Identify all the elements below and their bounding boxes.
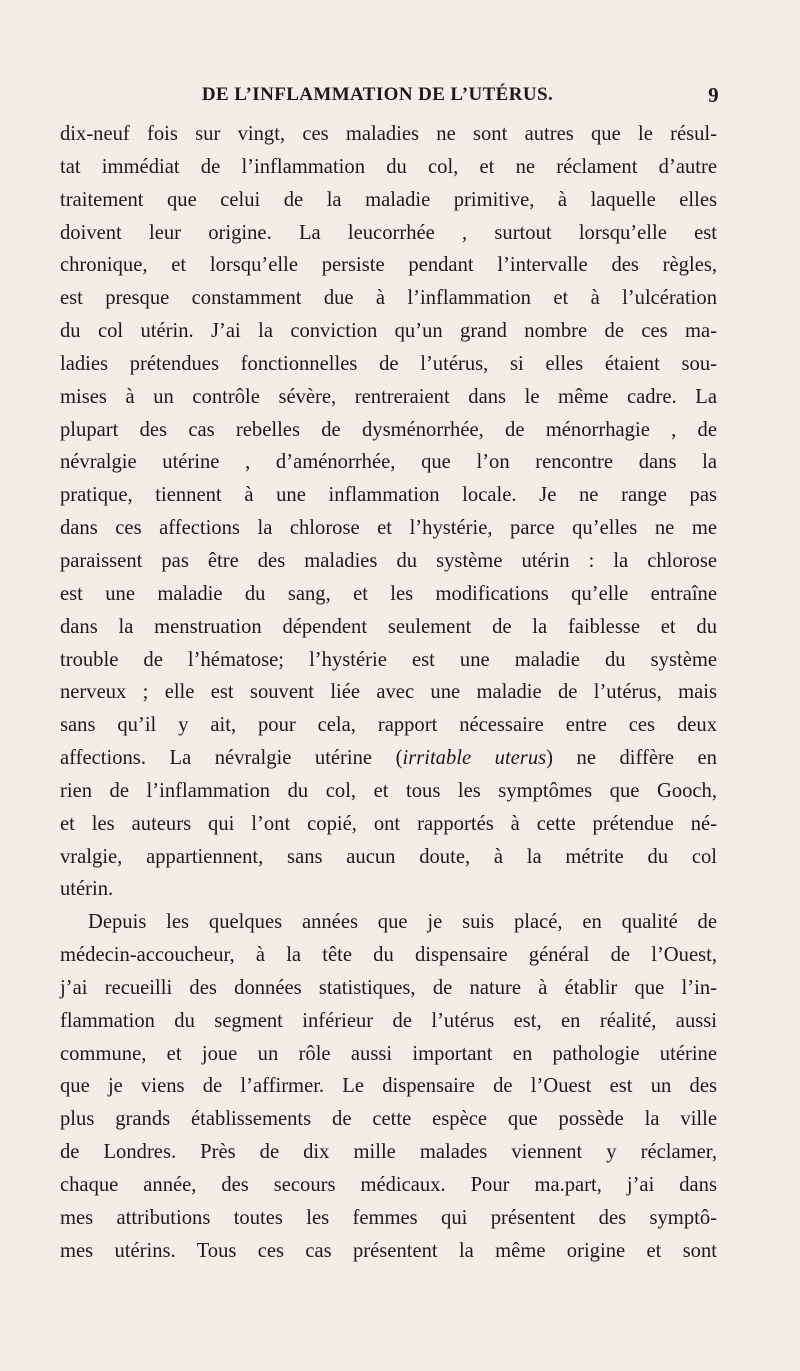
text-line: rien de l’inflammation du col, et tous les symptômes que Gooch, <box>60 779 717 802</box>
text-line: plus grands établissements de cette espèce que possède la ville <box>60 1108 717 1131</box>
text-line: que je viens de l’affirmer. Le dispensaire de l’Ouest est un des <box>60 1075 717 1098</box>
text-segment: affections. La névralgie utérine ( <box>60 747 403 770</box>
text-line: mes attributions toutes les femmes qui présentent des symptô- <box>60 1206 717 1229</box>
text-line: j’ai recueilli des données statistiques, de nature à établir que l’in- <box>60 976 717 999</box>
text-line-with-italic <box>60 742 717 775</box>
text-line: chronique, et lorsqu’elle persiste pendant l’intervalle des règles, <box>60 254 717 277</box>
text-line: pratique, tiennent à une inflammation locale. Je ne range pas <box>60 484 717 507</box>
page-number: 9 <box>708 83 719 107</box>
text-line: plupart des cas rebelles de dysménorrhée, de ménorrhagie , de <box>60 418 717 441</box>
text-line: mises à un contrôle sévère, rentreraient dans le même cadre. La <box>60 385 717 408</box>
italic-term: irritable uterus <box>402 747 547 770</box>
text-line: tat immédiat de l’inflammation du col, et ne réclament d’autre <box>60 155 717 178</box>
paragraph-end-line: utérin. <box>60 878 114 901</box>
body-text <box>60 118 717 1268</box>
text-line: névralgie utérine , d’aménorrhée, que l’on rencontre dans la <box>60 451 717 474</box>
paragraph-start-line: Depuis les quelques années que je suis placé, en qualité de <box>88 911 717 934</box>
text-line: traitement que celui de la maladie primitive, à laquelle elles <box>60 188 717 211</box>
text-line: doivent leur origine. La leucorrhée , surtout lorsqu’elle est <box>60 221 717 244</box>
text-line: commune, et joue un rôle aussi important en pathologie utérine <box>60 1042 717 1065</box>
running-head <box>60 84 717 116</box>
text-line: sans qu’il y ait, pour cela, rapport nécessaire entre ces deux <box>60 714 717 737</box>
text-segment: ) ne diffère en <box>546 747 717 770</box>
text-line: chaque année, des secours médicaux. Pour ma.part, j’ai dans <box>60 1174 717 1196</box>
text-line: médecin-accoucheur, à la tête du dispensaire général de l’Ouest, <box>60 944 717 967</box>
text-line: vralgie, appartiennent, sans aucun doute, à la métrite du col <box>60 845 717 868</box>
running-head-title: DE L’INFLAMMATION DE L’UTÉRUS. <box>201 84 554 105</box>
text-line: ladies prétendues fonctionnelles de l’utérus, si elles étaient sou- <box>60 352 717 375</box>
text-line: est une maladie du sang, et les modifications qu’elle entraîne <box>60 582 717 605</box>
text-line: dans ces affections la chlorose et l’hystérie, parce qu’elles ne me <box>60 517 717 540</box>
text-line: trouble de l’hématose; l’hystérie est une maladie du système <box>60 648 717 671</box>
text-line: du col utérin. J’ai la conviction qu’un grand nombre de ces ma- <box>60 320 717 343</box>
text-line: dans la menstruation dépendent seulement de la faiblesse et du <box>60 615 717 638</box>
text-line: est presque constamment due à l’inflammation et à l’ulcération <box>60 287 717 310</box>
text-line: dix-neuf fois sur vingt, ces maladies ne sont autres que le résul- <box>60 123 717 145</box>
text-line: de Londres. Près de dix mille malades viennent y réclamer, <box>60 1141 717 1164</box>
text-line: paraissent pas être des maladies du système utérin : la chlorose <box>60 549 717 572</box>
text-line: mes utérins. Tous ces cas présentent la même origine et sont <box>60 1239 717 1262</box>
text-line: et les auteurs qui l’ont copié, ont rapportés à cette prétendue né- <box>60 812 717 835</box>
text-line: nerveux ; elle est souvent liée avec une maladie de l’utérus, mais <box>60 681 717 704</box>
text-line: flammation du segment inférieur de l’utérus est, en réalité, aussi <box>60 1009 717 1032</box>
